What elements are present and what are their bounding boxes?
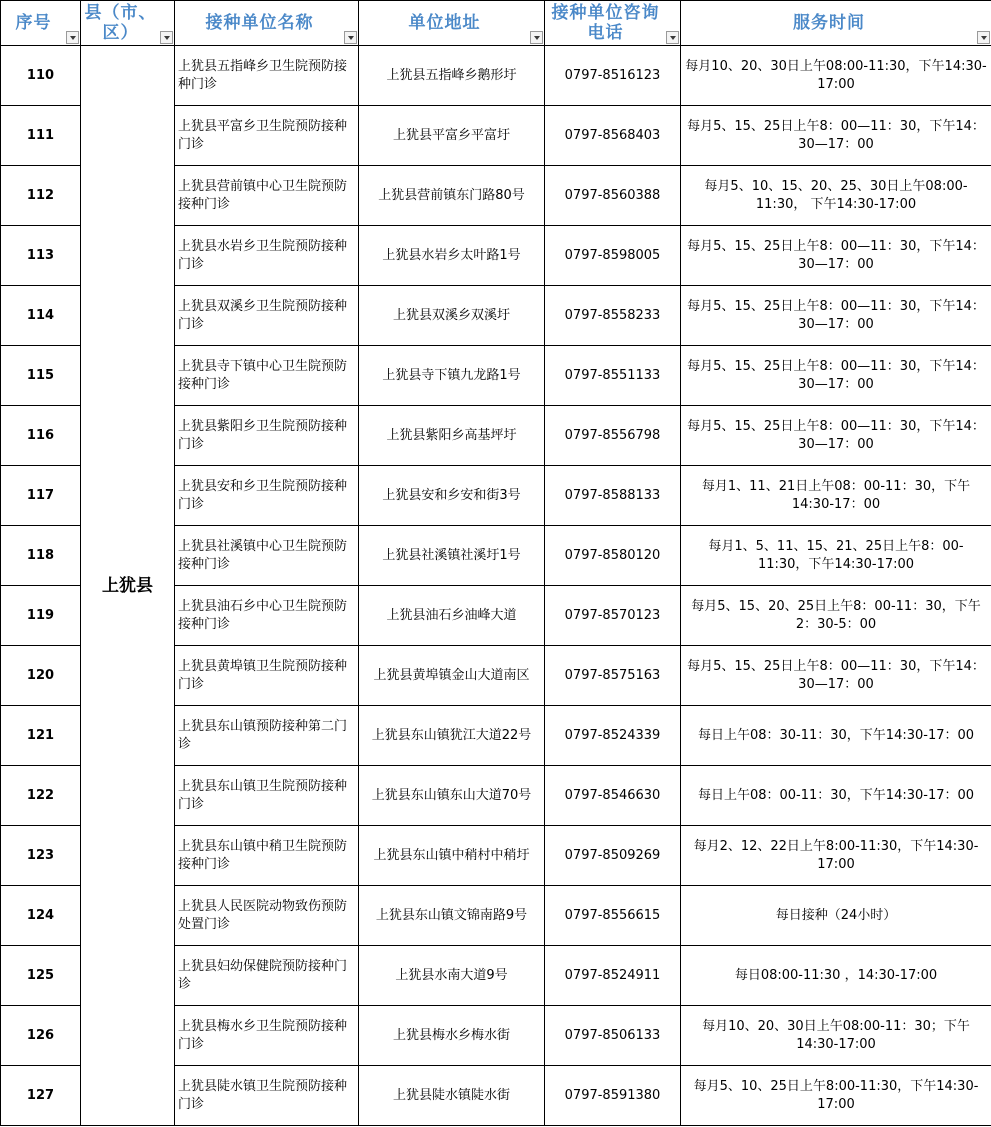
clinic-name-cell[interactable]: 上犹县妇幼保健院预防接种门诊	[175, 946, 359, 1006]
clinic-name-cell[interactable]: 上犹县平富乡卫生院预防接种门诊	[175, 106, 359, 166]
service-hours-cell[interactable]: 每月5、15、25日上午8：00—11：30，下午14：30—17：00	[681, 406, 991, 466]
service-hours-cell[interactable]: 每月5、15、25日上午8：00—11：30，下午14：30—17：00	[681, 226, 991, 286]
service-hours-cell[interactable]: 每月1、11、21日上午08：00-11：30，下午14:30-17：00	[681, 466, 991, 526]
clinic-name-cell[interactable]: 上犹县安和乡卫生院预防接种门诊	[175, 466, 359, 526]
phone-cell[interactable]: 0797-8506133	[545, 1006, 681, 1066]
address-cell[interactable]: 上犹县梅水乡梅水街	[359, 1006, 545, 1066]
address-cell[interactable]: 上犹县东山镇东山大道70号	[359, 766, 545, 826]
service-hours-cell[interactable]: 每月5、10、25日上午8:00-11:30，下午14:30-17:00	[681, 1066, 991, 1126]
address-cell[interactable]: 上犹县东山镇中稍村中稍圩	[359, 826, 545, 886]
address-cell[interactable]: 上犹县五指峰乡鹅形圩	[359, 46, 545, 106]
phone-cell[interactable]: 0797-8591380	[545, 1066, 681, 1126]
service-hours-cell[interactable]: 每月5、15、25日上午8：00—11：30，下午14：30—17：00	[681, 106, 991, 166]
row-number-cell[interactable]: 117	[1, 466, 81, 526]
service-hours-cell[interactable]: 每月1、5、11、15、21、25日上午8：00-11:30，下午14:30-17:00	[681, 526, 991, 586]
row-number-cell[interactable]: 111	[1, 106, 81, 166]
service-hours-cell[interactable]: 每月5、15、20、25日上午8：00-11：30，下午2：30-5：00	[681, 586, 991, 646]
clinic-name-cell[interactable]: 上犹县东山镇预防接种第二门诊	[175, 706, 359, 766]
service-hours-cell[interactable]: 每月2、12、22日上午8:00-11:30，下午14:30-17:00	[681, 826, 991, 886]
header-address-label: 单位地址	[408, 13, 481, 33]
phone-cell[interactable]: 0797-8568403	[545, 106, 681, 166]
header-no	[1, 1, 81, 46]
phone-cell[interactable]: 0797-8560388	[545, 166, 681, 226]
address-cell[interactable]: 上犹县东山镇文锦南路9号	[359, 886, 545, 946]
clinic-name-cell[interactable]: 上犹县社溪镇中心卫生院预防接种门诊	[175, 526, 359, 586]
address-cell[interactable]: 上犹县双溪乡双溪圩	[359, 286, 545, 346]
phone-cell[interactable]: 0797-8580120	[545, 526, 681, 586]
service-hours-cell[interactable]: 每日接种（24小时）	[681, 886, 991, 946]
row-number-cell[interactable]: 125	[1, 946, 81, 1006]
header-name-label: 接种单位名称	[205, 13, 314, 33]
phone-cell[interactable]: 0797-8556798	[545, 406, 681, 466]
phone-cell[interactable]: 0797-8516123	[545, 46, 681, 106]
filter-dropdown-icon[interactable]	[977, 31, 990, 44]
row-number-cell[interactable]: 118	[1, 526, 81, 586]
clinic-name-cell[interactable]: 上犹县东山镇卫生院预防接种门诊	[175, 766, 359, 826]
clinic-name-cell[interactable]: 上犹县陡水镇卫生院预防接种门诊	[175, 1066, 359, 1126]
address-cell[interactable]: 上犹县油石乡油峰大道	[359, 586, 545, 646]
header-name	[175, 1, 359, 46]
phone-cell[interactable]: 0797-8575163	[545, 646, 681, 706]
row-number-cell[interactable]: 110	[1, 46, 81, 106]
table-row	[1, 46, 991, 106]
row-number-cell[interactable]: 127	[1, 1066, 81, 1126]
address-cell[interactable]: 上犹县水南大道9号	[359, 946, 545, 1006]
phone-cell[interactable]: 0797-8524911	[545, 946, 681, 1006]
service-hours-cell[interactable]: 每月10、20、30日上午08:00-11：30；下午14:30-17:00	[681, 1006, 991, 1066]
clinic-name-cell[interactable]: 上犹县紫阳乡卫生院预防接种门诊	[175, 406, 359, 466]
address-cell[interactable]: 上犹县水岩乡太叶路1号	[359, 226, 545, 286]
row-number-cell[interactable]: 116	[1, 406, 81, 466]
address-cell[interactable]: 上犹县平富乡平富圩	[359, 106, 545, 166]
phone-cell[interactable]: 0797-8546630	[545, 766, 681, 826]
row-number-cell[interactable]: 123	[1, 826, 81, 886]
phone-cell[interactable]: 0797-8588133	[545, 466, 681, 526]
header-phone-label: 接种单位咨询电话	[551, 3, 660, 43]
row-number-cell[interactable]: 120	[1, 646, 81, 706]
header-county	[81, 1, 175, 46]
service-hours-cell[interactable]: 每日上午08：30-11：30，下午14:30-17：00	[681, 706, 991, 766]
clinic-name-cell[interactable]: 上犹县油石乡中心卫生院预防接种门诊	[175, 586, 359, 646]
service-hours-cell[interactable]: 每日08:00-11:30 ，14:30-17:00	[681, 946, 991, 1006]
row-number-cell[interactable]: 126	[1, 1006, 81, 1066]
clinic-name-cell[interactable]: 上犹县寺下镇中心卫生院预防接种门诊	[175, 346, 359, 406]
service-hours-cell[interactable]: 每月5、15、25日上午8：00—11：30，下午14：30—17：00	[681, 286, 991, 346]
header-row	[1, 1, 991, 46]
clinic-name-cell[interactable]: 上犹县人民医院动物致伤预防处置门诊	[175, 886, 359, 946]
address-cell[interactable]: 上犹县寺下镇九龙路1号	[359, 346, 545, 406]
service-hours-cell[interactable]: 每月5、15、25日上午8：00—11：30，下午14：30—17：00	[681, 646, 991, 706]
phone-cell[interactable]: 0797-8558233	[545, 286, 681, 346]
filter-dropdown-icon[interactable]	[66, 31, 79, 44]
address-cell[interactable]: 上犹县东山镇犹江大道22号	[359, 706, 545, 766]
county-cell[interactable]: 上犹县	[81, 46, 175, 1126]
header-hours	[681, 1, 991, 46]
row-number-cell[interactable]: 122	[1, 766, 81, 826]
row-number-cell[interactable]: 114	[1, 286, 81, 346]
address-cell[interactable]: 上犹县社溪镇社溪圩1号	[359, 526, 545, 586]
header-no-label: 序号	[15, 13, 52, 33]
clinic-name-cell[interactable]: 上犹县东山镇中稍卫生院预防接种门诊	[175, 826, 359, 886]
table-body	[1, 46, 991, 1126]
address-cell[interactable]: 上犹县安和乡安和街3号	[359, 466, 545, 526]
filter-dropdown-icon[interactable]	[666, 31, 679, 44]
header-hours-label: 服务时间	[793, 13, 865, 33]
row-number-cell[interactable]: 115	[1, 346, 81, 406]
address-cell[interactable]: 上犹县营前镇东门路80号	[359, 166, 545, 226]
phone-cell[interactable]: 0797-8524339	[545, 706, 681, 766]
header-address	[359, 1, 545, 46]
header-county-label: 县（市、区）	[84, 3, 157, 43]
phone-cell[interactable]: 0797-8551133	[545, 346, 681, 406]
row-number-cell[interactable]: 119	[1, 586, 81, 646]
clinic-name-cell[interactable]: 上犹县梅水乡卫生院预防接种门诊	[175, 1006, 359, 1066]
row-number-cell[interactable]: 121	[1, 706, 81, 766]
phone-cell[interactable]: 0797-8570123	[545, 586, 681, 646]
row-number-cell[interactable]: 113	[1, 226, 81, 286]
clinic-name-cell[interactable]: 上犹县水岩乡卫生院预防接种门诊	[175, 226, 359, 286]
row-number-cell[interactable]: 124	[1, 886, 81, 946]
service-hours-cell[interactable]: 每日上午08：00-11：30，下午14:30-17：00	[681, 766, 991, 826]
phone-cell[interactable]: 0797-8556615	[545, 886, 681, 946]
service-hours-cell[interactable]: 每月5、15、25日上午8：00—11：30，下午14：30—17：00	[681, 346, 991, 406]
clinic-name-cell[interactable]: 上犹县五指峰乡卫生院预防接种门诊	[175, 46, 359, 106]
clinic-name-cell[interactable]: 上犹县双溪乡卫生院预防接种门诊	[175, 286, 359, 346]
address-cell[interactable]: 上犹县紫阳乡高基坪圩	[359, 406, 545, 466]
filter-dropdown-icon[interactable]	[160, 31, 173, 44]
phone-cell[interactable]: 0797-8509269	[545, 826, 681, 886]
address-cell[interactable]: 上犹县陡水镇陡水街	[359, 1066, 545, 1126]
filter-dropdown-icon[interactable]	[530, 31, 543, 44]
address-cell[interactable]: 上犹县黄埠镇金山大道南区	[359, 646, 545, 706]
service-hours-cell[interactable]: 每月10、20、30日上午08:00-11:30，下午14:30-17:00	[681, 46, 991, 106]
clinic-name-cell[interactable]: 上犹县黄埠镇卫生院预防接种门诊	[175, 646, 359, 706]
row-number-cell[interactable]: 112	[1, 166, 81, 226]
filter-dropdown-icon[interactable]	[344, 31, 357, 44]
header-phone	[545, 1, 681, 46]
phone-cell[interactable]: 0797-8598005	[545, 226, 681, 286]
service-hours-cell[interactable]: 每月5、10、15、20、25、30日上午08:00-11:30， 下午14:30-17:00	[681, 166, 991, 226]
clinic-name-cell[interactable]: 上犹县营前镇中心卫生院预防接种门诊	[175, 166, 359, 226]
